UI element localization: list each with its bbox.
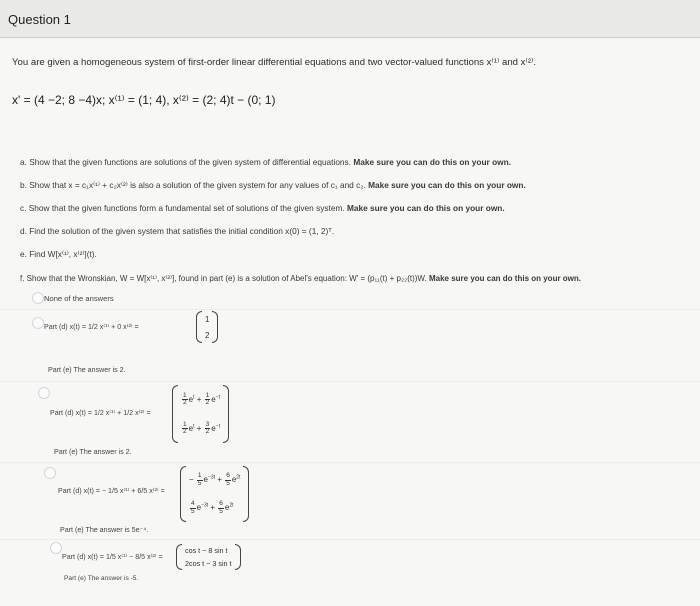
option-3-part-e: Part (e) The answer is 5e⁻⁴. bbox=[60, 526, 149, 534]
question-intro: You are given a homogeneous system of first-order linear differential equations and two vector-valued functions x⁽¹⁾ and x⁽²⁾. bbox=[12, 57, 537, 68]
vector-column: 1 2 bbox=[205, 314, 210, 340]
right-bracket bbox=[212, 311, 218, 343]
matrix-column bbox=[182, 544, 235, 570]
radio-option-2[interactable] bbox=[38, 387, 50, 399]
part-c: c. Show that the given functions form a fundamental set of solutions of the given system. Make sure you can do this on your own. bbox=[20, 203, 505, 213]
option-3-part-d: Part (d) x(t) = − 1/5 x⁽¹⁾ + 6/5 x⁽²⁾ = bbox=[58, 487, 165, 495]
option-none-label: None of the answers bbox=[44, 294, 114, 303]
right-bracket bbox=[243, 466, 249, 522]
matrix-column bbox=[186, 466, 243, 522]
radio-option-4[interactable] bbox=[50, 542, 62, 554]
divider bbox=[0, 381, 700, 382]
part-f: f. Show that the Wronskian, W = W[x⁽¹⁾, x⁽²⁾], found in part (e) is a solution of Abel's equation: W' = (p₁₁(t) + p₂₂(t))W. Make sure you can do this on your own. bbox=[20, 274, 582, 283]
question-header bbox=[0, 0, 700, 38]
radio-option-3[interactable] bbox=[44, 467, 56, 479]
matrix-row-2: 2cos t − 3 sin t bbox=[185, 559, 232, 568]
question-title: Question 1 bbox=[8, 12, 71, 27]
option-1-part-d: Part (d) x(t) = 1/2 x⁽¹⁾ + 0 x⁽²⁾ = bbox=[44, 323, 139, 331]
option-1-vector bbox=[196, 310, 218, 344]
option-3-matrix bbox=[180, 465, 249, 523]
option-2-part-e: Part (e) The answer is 2. bbox=[54, 448, 132, 456]
option-4-matrix bbox=[176, 543, 241, 571]
radio-option-1[interactable] bbox=[32, 317, 44, 329]
part-e: e. Find W[x⁽¹⁾, x⁽²⁾](t). bbox=[20, 249, 97, 259]
option-1-part-e: Part (e) The answer is 2. bbox=[48, 366, 126, 374]
differential-system: x' = (4 −2; 8 −4)x; x⁽¹⁾ = (1; 4), x⁽²⁾ = (2; 4)t − (0; 1) bbox=[12, 93, 276, 107]
question-body bbox=[0, 39, 700, 606]
matrix-column bbox=[178, 385, 223, 443]
matrix-row-2: $\frac{1}{2}$ $e^t$ + $\frac{3}{2}$ $e^{-t}$ bbox=[183, 420, 220, 435]
part-b: b. Show that x = c₁x⁽¹⁾ + c₂x⁽²⁾ is also a solution of the given system for any values of c₁ and c₂. Make sure you can do this on your own. bbox=[20, 180, 526, 190]
matrix-row-2: $\frac{4}{5}$ $e^{-3t}$ + $\frac{6}{5}$ $e^{2t}$ bbox=[191, 500, 234, 515]
radio-none[interactable] bbox=[32, 292, 44, 304]
right-bracket bbox=[223, 385, 229, 443]
part-d: d. Find the solution of the given system that satisfies the initial condition x(0) = (1, 2)ᵀ. bbox=[20, 226, 335, 236]
matrix-row-1: $\frac{1}{2}$ $e^t$ + $\frac{1}{2}$ $e^{-t}$ bbox=[183, 391, 220, 406]
divider bbox=[0, 462, 700, 463]
option-4-part-e: Part (e) The answer is -5. bbox=[64, 575, 139, 582]
option-4-part-d: Part (d) x(t) = 1/5 x⁽¹⁾ − 8/5 x⁽²⁾ = bbox=[62, 553, 163, 561]
option-2-part-d: Part (d) x(t) = 1/2 x⁽¹⁾ + 1/2 x⁽²⁾ = bbox=[50, 409, 151, 417]
part-a: a. Show that the given functions are solutions of the given system of differential equations. Make sure you can do this on your own. bbox=[20, 157, 511, 167]
option-2-matrix bbox=[172, 384, 229, 444]
matrix-row-1: cos t − 8 sin t bbox=[185, 546, 228, 555]
divider bbox=[0, 309, 700, 310]
right-bracket bbox=[235, 544, 241, 570]
matrix-row-1: − $\frac{1}{5}$ $e^{-3t}$ + $\frac{6}{5}$ $e^{2t}$ bbox=[189, 472, 241, 487]
divider bbox=[0, 539, 700, 540]
